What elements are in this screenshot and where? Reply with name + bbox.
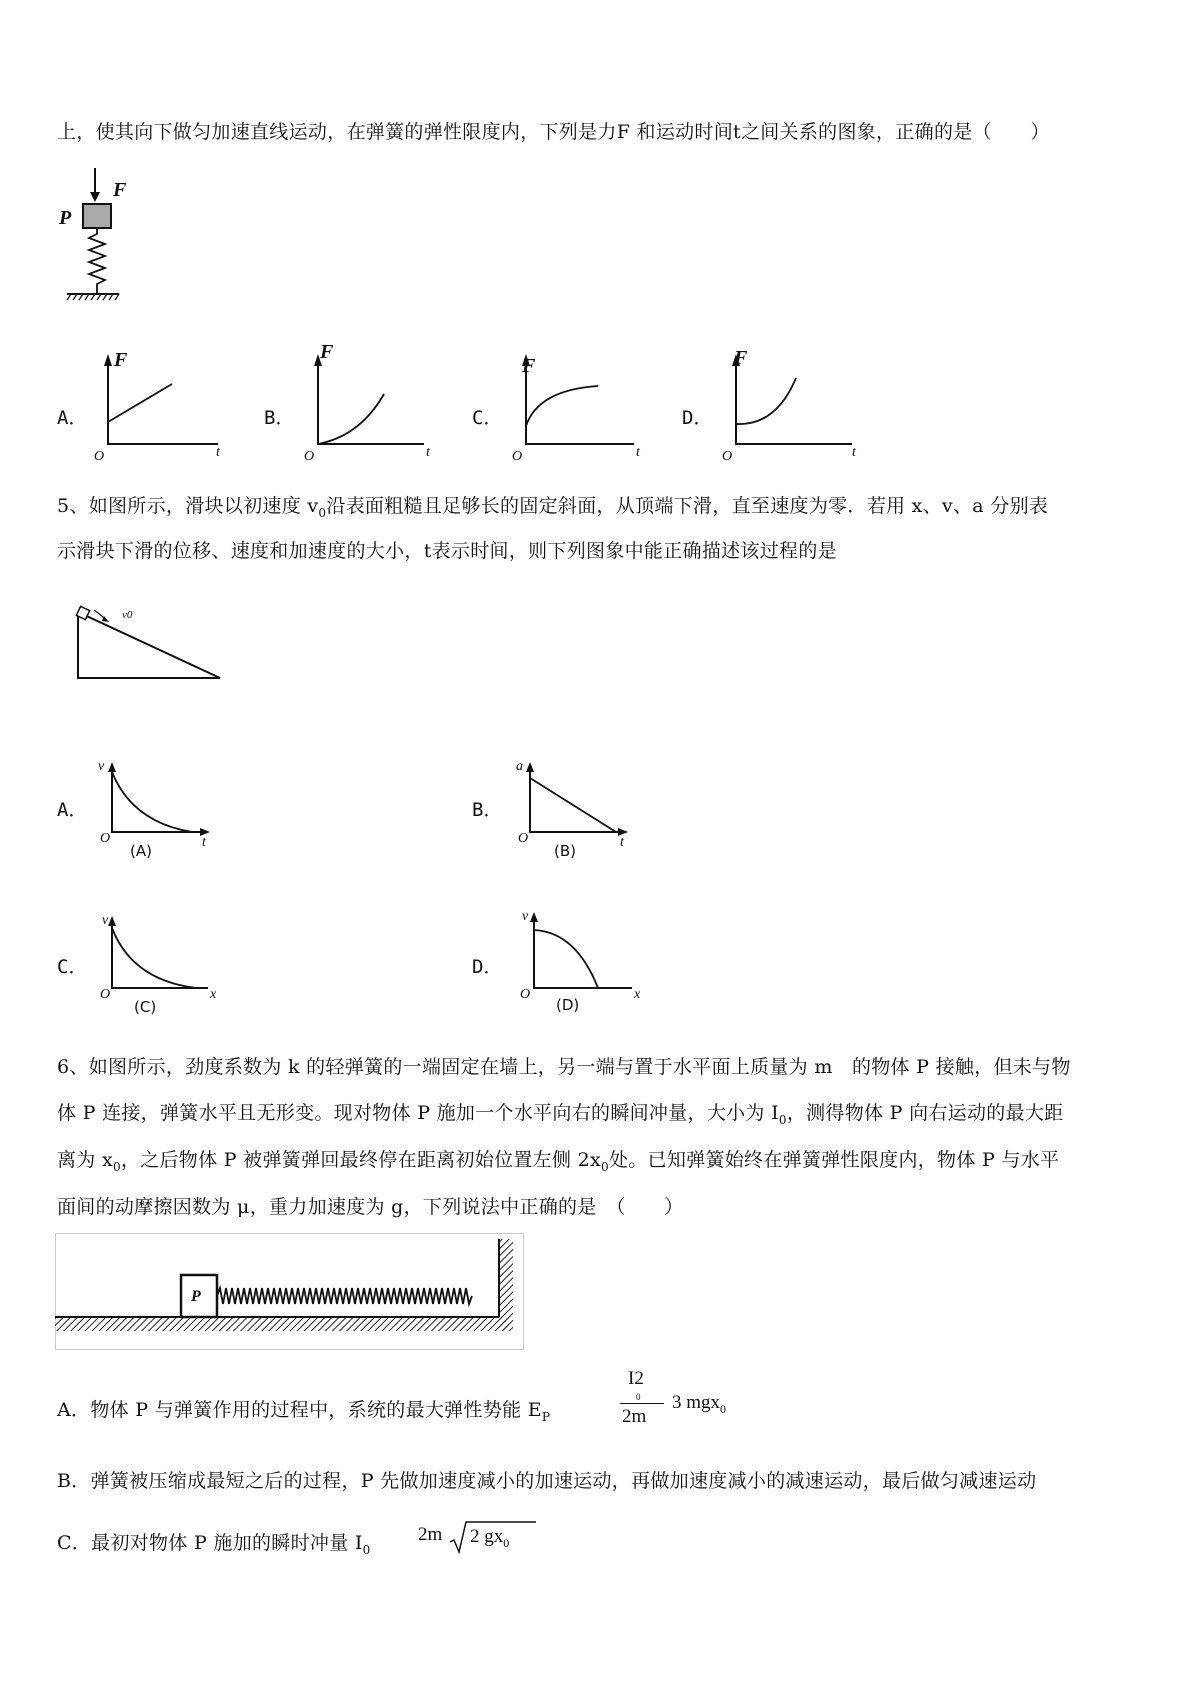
q5-graph-a xyxy=(98,760,228,860)
q4-c-origin: O xyxy=(512,449,523,464)
q4-d-xaxis: t xyxy=(852,445,856,460)
force-label: F xyxy=(113,179,127,201)
q5-option-a-label: A． xyxy=(57,799,88,821)
q5-d-origin: O xyxy=(520,987,531,1002)
q4-text: 上，使其向下做匀加速直线运动，在弹簧的弹性限度内，下列是力F 和运动时间t之间关系的图象，正确的是（ ） xyxy=(57,121,1050,143)
q4-option-d-label: D． xyxy=(682,407,713,429)
q6-option-a-denominator: 2m xyxy=(622,1406,647,1427)
q6-line-3: 离为 $x_0$，之后物体 P 被弹簧弹回最终停在距离初始位置左侧 $2x_0$处。已知弹簧始终在弹簧弹性限度内，物体 P 与水平 xyxy=(57,1149,1060,1174)
q5-d-caption: (D) xyxy=(556,996,580,1014)
q4-b-origin: O xyxy=(304,449,315,464)
q5-c-yaxis: v xyxy=(102,913,109,928)
q5-c-xaxis: x xyxy=(210,987,217,1002)
q5-line-1: 5、如图所示，滑块以初速度 $v_0$沿表面粗糙且足够长的固定斜面，从顶端下滑，直至速度为零．若用 x、v、a 分别表 xyxy=(57,495,1049,520)
incline-velocity-label: v0 xyxy=(122,609,133,621)
q5-b-origin: O xyxy=(518,831,529,846)
q5-b-yaxis: a xyxy=(516,759,523,774)
q4-b-yaxis: F xyxy=(320,341,334,363)
q5-option-c-label: C． xyxy=(57,956,88,978)
q5-b-xaxis: t xyxy=(620,835,624,850)
q5-graph-d xyxy=(516,909,646,1014)
q4-c-yaxis: F xyxy=(522,355,536,377)
q5-c-origin: O xyxy=(100,987,111,1002)
q5-b-caption: (B) xyxy=(554,842,576,860)
fraction-bar xyxy=(620,1403,664,1404)
q4-option-b-label: B． xyxy=(264,407,295,429)
q6-line-4: 面间的动摩擦因数为 μ，重力加速度为 g，下列说法中正确的是 （ ） xyxy=(57,1196,684,1218)
q6-option-c: C．最初对物体 P 施加的瞬时冲量 $I_0$ xyxy=(57,1532,371,1557)
q4-graph-b xyxy=(300,341,440,464)
q5-graph-c xyxy=(98,914,228,1014)
q6-option-a-num-sub: 0 xyxy=(636,1392,641,1402)
q4-option-c-label: C． xyxy=(472,407,503,429)
q5-c-caption: (C) xyxy=(134,998,157,1016)
spring-force-figure xyxy=(55,160,135,310)
q4-graph-d xyxy=(716,347,866,464)
block-label: P xyxy=(59,207,72,229)
q5-a-origin: O xyxy=(100,831,111,846)
q5-a-xaxis: t xyxy=(202,835,206,850)
q4-option-a-label: A． xyxy=(57,407,88,429)
q6-option-a-rest: 3 mgx$_0$ xyxy=(672,1392,727,1416)
q6-option-a-numerator: I2 xyxy=(628,1368,644,1389)
q4-graph-c xyxy=(508,352,648,462)
q6-line-2: 体 P 连接，弹簧水平且无形变。现对物体 P 施加一个水平向右的瞬间冲量，大小为 $I_0$，测得物体 P 向右运动的最大距 xyxy=(57,1102,1064,1127)
q5-line-2: 示滑块下滑的位移、速度和加速度的大小，t表示时间，则下列图象中能正确描述该过程的是 xyxy=(57,540,837,562)
q4-c-xaxis: t xyxy=(636,445,640,460)
spring-wall-figure xyxy=(55,1233,525,1353)
q5-a-yaxis: v xyxy=(98,759,105,774)
q5-a-caption: (A) xyxy=(130,842,152,860)
q4-d-yaxis: F xyxy=(734,347,748,369)
q6-option-a: A．物体 P 与弹簧作用的过程中，系统的最大弹性势能 $E_P$ xyxy=(57,1399,551,1424)
q5-option-d-label: D． xyxy=(472,956,503,978)
q5-d-xaxis: x xyxy=(634,987,641,1002)
q6-line-1: 6、如图所示，劲度系数为 k 的轻弹簧的一端固定在墙上，另一端与置于水平面上质量为 m 的物体 P 接触，但未与物 xyxy=(57,1056,1071,1078)
q4-d-origin: O xyxy=(722,449,733,464)
q6-option-b: B．弹簧被压缩成最短之后的过程，P 先做加速度减小的加速运动，再做加速度减小的减速运动，最后做匀减速运动 xyxy=(57,1470,1037,1492)
q4-graph-a xyxy=(88,349,228,464)
q4-b-xaxis: t xyxy=(426,445,430,460)
q4-a-origin: O xyxy=(94,449,105,464)
q5-graph-b xyxy=(516,760,646,860)
q6-option-c-root: 2 $gx_0$ xyxy=(470,1526,510,1550)
q5-d-yaxis: v xyxy=(522,909,529,924)
q6-option-c-coef: 2m xyxy=(418,1524,443,1545)
q4-a-xaxis: t xyxy=(216,445,220,460)
incline-figure xyxy=(74,604,234,684)
q4-a-yaxis: F xyxy=(114,349,128,371)
block-p-label: P xyxy=(191,1288,201,1305)
q5-option-b-label: B． xyxy=(472,799,503,821)
